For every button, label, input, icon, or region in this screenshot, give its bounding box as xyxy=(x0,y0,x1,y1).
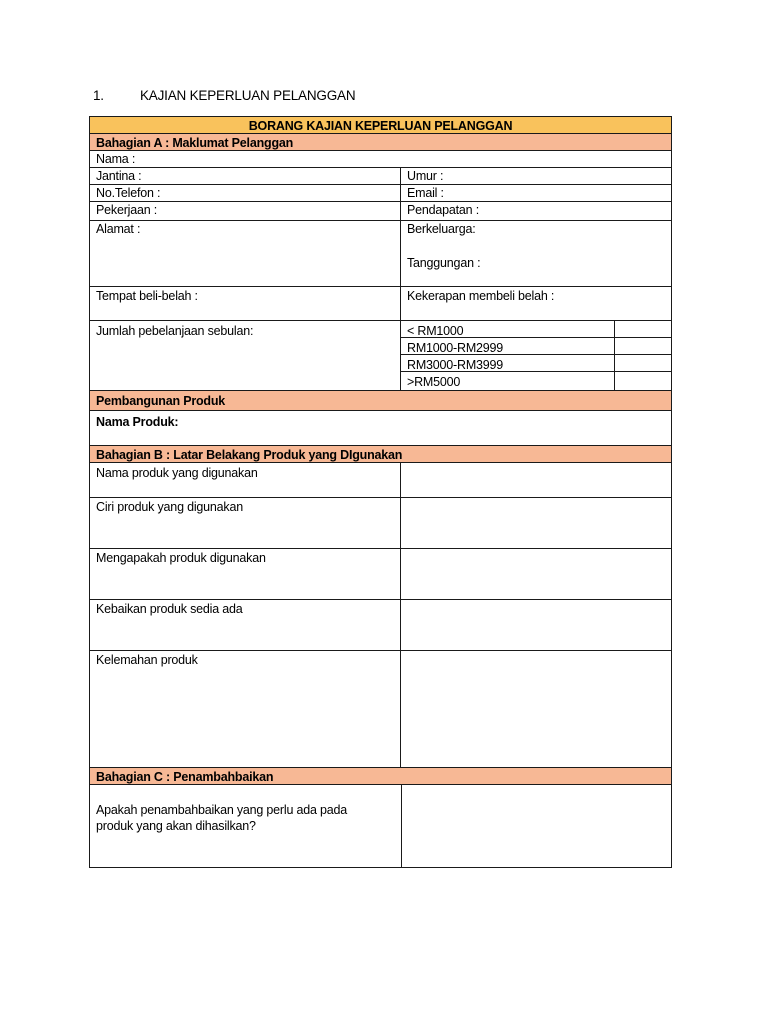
nama-field[interactable]: Nama : xyxy=(89,150,672,168)
nama-produk-field[interactable]: Nama Produk: xyxy=(89,410,672,446)
form-title: BORANG KAJIAN KEPERLUAN PELANGGAN xyxy=(89,116,672,134)
kebaikan-label: Kebaikan produk sedia ada xyxy=(89,599,401,651)
kelemahan-label: Kelemahan produk xyxy=(89,650,401,768)
range-option: RM1000-RM2999 xyxy=(400,337,615,355)
mengapakah-input[interactable] xyxy=(400,548,672,600)
tempat-field[interactable]: Tempat beli-belah : xyxy=(89,286,401,321)
alamat-field[interactable]: Alamat : xyxy=(89,220,401,287)
pendapatan-field[interactable]: Pendapatan : xyxy=(400,201,672,221)
page-title: KAJIAN KEPERLUAN PELANGGAN xyxy=(140,88,356,103)
penambahbaikan-question: Apakah penambahbaikan yang perlu ada pada produk yang akan dihasilkan? xyxy=(89,784,402,868)
pembangunan-header: Pembangunan Produk xyxy=(89,390,672,411)
nama-produk-digunakan-label: Nama produk yang digunakan xyxy=(89,462,401,498)
umur-field[interactable]: Umur : xyxy=(400,167,672,185)
range-option: RM3000-RM3999 xyxy=(400,354,615,372)
range-checkbox[interactable] xyxy=(614,371,672,391)
kebaikan-input[interactable] xyxy=(400,599,672,651)
heading-number: 1. xyxy=(93,88,104,103)
penambahbaikan-input[interactable] xyxy=(401,784,672,868)
range-checkbox[interactable] xyxy=(614,320,672,338)
kekerapan-field[interactable]: Kekerapan membeli belah : xyxy=(400,286,672,321)
jantina-field[interactable]: Jantina : xyxy=(89,167,401,185)
tanggungan-label: Tanggungan : xyxy=(407,256,481,270)
section-c-header: Bahagian C : Penambahbaikan xyxy=(89,767,672,785)
pekerjaan-field[interactable]: Pekerjaan : xyxy=(89,201,401,221)
range-checkbox[interactable] xyxy=(614,354,672,372)
range-option: < RM1000 xyxy=(400,320,615,338)
ciri-produk-label: Ciri produk yang digunakan xyxy=(89,497,401,549)
kelemahan-input[interactable] xyxy=(400,650,672,768)
jumlah-label: Jumlah pebelanjaan sebulan: xyxy=(89,320,401,391)
mengapakah-label: Mengapakah produk digunakan xyxy=(89,548,401,600)
email-field[interactable]: Email : xyxy=(400,184,672,202)
section-a-header: Bahagian A : Maklumat Pelanggan xyxy=(89,133,672,151)
section-b-header: Bahagian B : Latar Belakang Produk yang DIgunakan xyxy=(89,445,672,463)
range-option: >RM5000 xyxy=(400,371,615,391)
family-cell[interactable] xyxy=(400,220,672,287)
nama-produk-digunakan-input[interactable] xyxy=(400,462,672,498)
telefon-field[interactable]: No.Telefon : xyxy=(89,184,401,202)
range-checkbox[interactable] xyxy=(614,337,672,355)
berkeluarga-label: Berkeluarga: xyxy=(407,222,476,236)
ciri-produk-input[interactable] xyxy=(400,497,672,549)
